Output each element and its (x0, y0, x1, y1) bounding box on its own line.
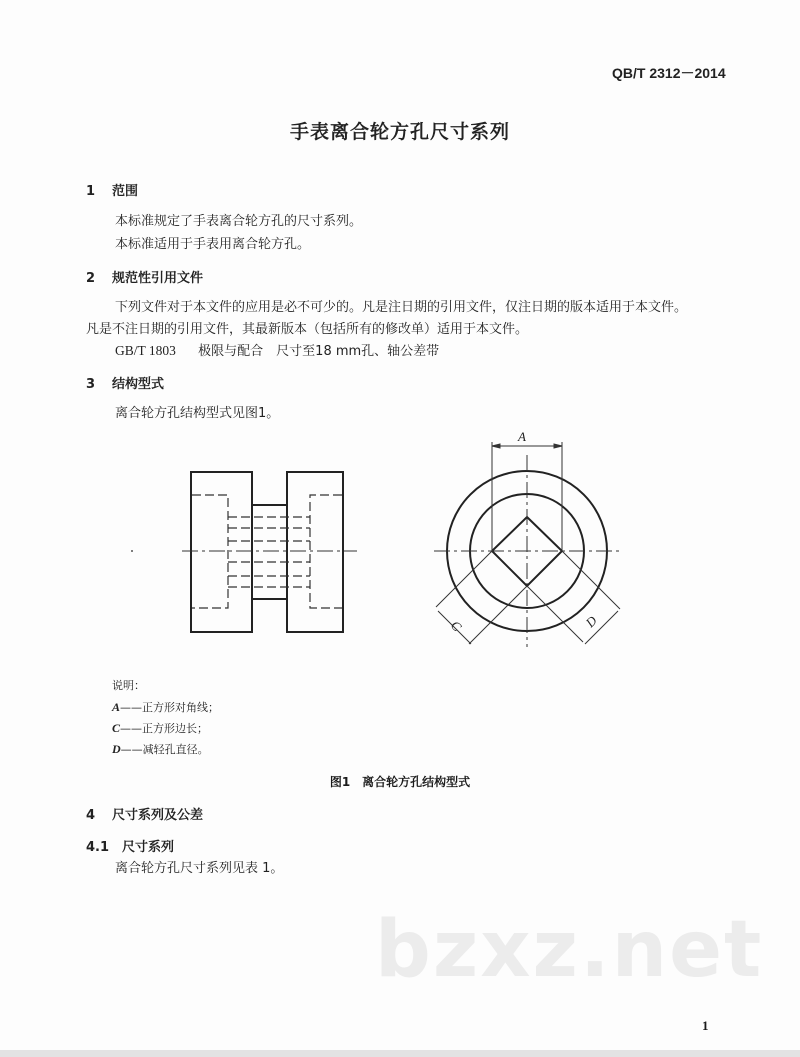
legend-text: ——正方形边长； (120, 722, 209, 735)
section-number: 4.1 (86, 840, 110, 855)
legend-item-d (112, 741, 209, 757)
dimension-label-c: C (447, 617, 465, 635)
normative-reference (115, 340, 439, 359)
section-3-heading (86, 373, 164, 392)
section-4-1-paragraph-1: 离合轮方孔尺寸系列见表 1。 (115, 861, 284, 876)
legend-item-c (112, 720, 208, 736)
reference-title: 极限与配合 尺寸至18 mm孔、轴公差带 (198, 344, 440, 359)
figure-side-view (120, 440, 380, 660)
section-1-heading (86, 180, 138, 199)
section-title: 范围 (112, 184, 139, 199)
section-4-heading (86, 804, 203, 823)
figure-caption: 图1 离合轮方孔结构型式 (329, 775, 471, 789)
reference-code: GB/T 1803 (115, 343, 176, 358)
section-1-paragraph-1: 本标准规定了手表离合轮方孔的尺寸系列。 (115, 214, 363, 229)
legend-symbol: D (112, 742, 121, 756)
section-2-heading (86, 267, 203, 286)
dimension-label-d: D (582, 612, 600, 631)
legend-text: ——正方形对角线； (120, 701, 220, 714)
section-number: 1 (86, 184, 96, 199)
legend-title: 说明： (112, 679, 145, 692)
section-title: 尺寸系列及公差 (112, 808, 204, 823)
section-4-1-heading (86, 836, 174, 855)
section-title: 尺寸系列 (122, 840, 175, 855)
section-2-paragraph-1: 下列文件对于本文件的应用是必不可少的。凡是注日期的引用文件，仅注日期的版本适用于本文件。 (115, 300, 688, 315)
figure-front-view (420, 425, 650, 665)
legend-symbol: A (112, 700, 121, 714)
section-1-paragraph-2: 本标准适用于手表用离合轮方孔。 (115, 237, 311, 252)
section-3-paragraph-1: 离合轮方孔结构型式见图1。 (115, 406, 280, 421)
section-2-paragraph-2: 凡是不注日期的引用文件，其最新版本（包括所有的修改单）适用于本文件。 (86, 322, 529, 337)
page-bottom-edge (0, 1050, 800, 1057)
section-number: 4 (86, 808, 96, 823)
page-number: 1 (702, 1018, 709, 1033)
dimension-label-a: A (518, 429, 526, 444)
section-number: 3 (86, 377, 96, 392)
legend-text: ——减轻孔直径。 (120, 743, 209, 756)
section-title: 规范性引用文件 (112, 271, 204, 286)
standard-number: QB/T 2312－2014 (612, 65, 726, 81)
legend-item-a (112, 699, 219, 715)
watermark: bzxz.net (375, 905, 764, 995)
legend-symbol: C (112, 721, 121, 735)
document-title: 手表离合轮方孔尺寸系列 (289, 121, 510, 143)
section-title: 结构型式 (112, 377, 165, 392)
section-number: 2 (86, 271, 96, 286)
